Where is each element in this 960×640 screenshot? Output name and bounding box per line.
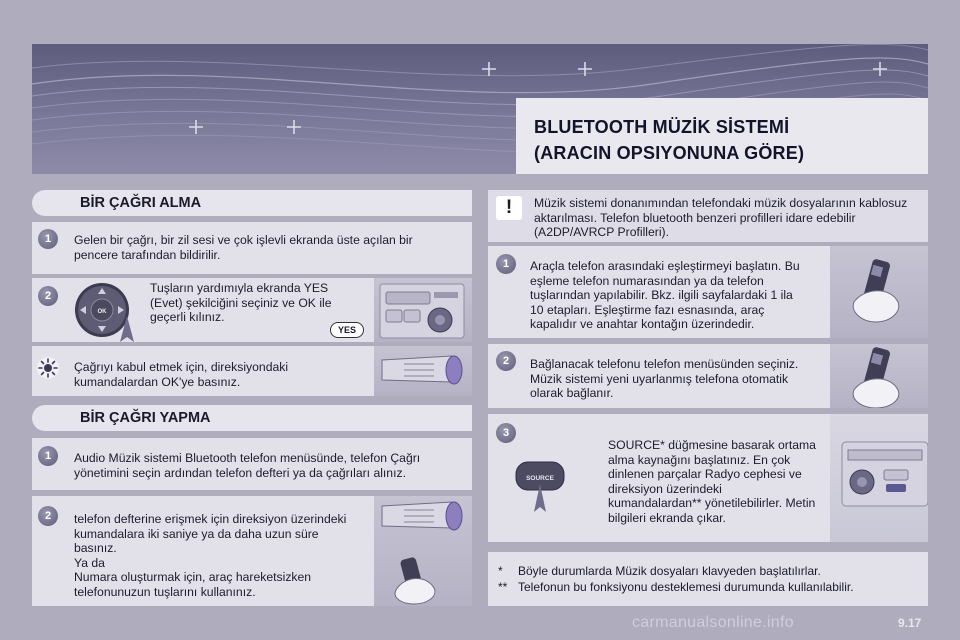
receive-step-2-text: Tuşların yardımıyla ekranda YES (Evet) şekilciğini seçiniz ve OK ile geçerli kılınız.	[150, 281, 332, 324]
footnote-text: Telefonun bu fonksiyonu desteklemesi durumunda kullanılabilir.	[518, 580, 854, 594]
footnote	[498, 564, 918, 579]
yes-button-illustration: YES	[330, 322, 364, 338]
step-badge: 1	[496, 254, 516, 274]
section-heading-receive-label: BİR ÇAĞRI ALMA	[80, 195, 202, 211]
section-heading-make-call	[32, 405, 472, 431]
footnote-mark: **	[498, 580, 508, 594]
footnote-mark: *	[498, 564, 503, 578]
make-step-2-line: telefon defterine erişmek için direksiyon üzerindeki	[74, 512, 347, 526]
step-badge: 2	[496, 351, 516, 371]
pointer-arrow-icon	[118, 316, 136, 342]
footnote	[498, 580, 918, 595]
step-badge: 1	[38, 229, 58, 249]
phone-in-hand-illustration	[830, 246, 928, 338]
make-step-1-text: Audio Müzik sistemi Bluetooth telefon menüsünde, telefon Çağrı yönetimini seçin ardından telefon defteri ya da çağrıları alınız.	[74, 451, 421, 480]
title-line-2: (ARACIN OPSIYONUNA GÖRE)	[534, 143, 805, 163]
title-line-1: BLUETOOTH MÜZİK SİSTEMİ	[534, 117, 790, 137]
svg-text:SOURCE: SOURCE	[526, 475, 554, 482]
source-button-icon	[510, 458, 570, 514]
phone-in-hand-illustration	[830, 344, 928, 408]
make-step-2-text	[74, 512, 374, 599]
step-badge: 3	[496, 423, 516, 443]
make-step-2-line: Numara oluşturmak için, araç hareketsizken	[74, 570, 312, 584]
svg-text:OK: OK	[97, 309, 107, 315]
page-title	[516, 98, 928, 174]
pairing-step-1-text: Araçla telefon arasındaki eşleştirmeyi başlatın. Bu eşleme telefon numarasından ya da telefon tuşlarından yapılabilir. Bkz. ilgili sayfalardaki 1 ila 10 etapları. Eşleştirme fazı esnasında, araç kapalıdır ve anahtar kontağın üzerindedir.	[530, 259, 800, 331]
radio-front-illustration	[830, 414, 928, 542]
make-step-2-line: basınız.	[74, 541, 117, 555]
page-number: 9.17	[898, 616, 922, 630]
watermark: carmanualsonline.info	[632, 614, 794, 631]
footnote-text: Böyle durumlarda Müzik dosyaları klavyeden başlatılırlar.	[518, 564, 821, 578]
radio-panel-illustration	[374, 278, 472, 342]
section-heading-make-label: BİR ÇAĞRI YAPMA	[80, 410, 211, 426]
footnotes-panel	[488, 552, 928, 606]
make-step-2-line: kumandalara iki saniye ya da daha uzun süre	[74, 526, 319, 541]
step-badge: 2	[38, 286, 58, 306]
sun-tip-icon	[36, 356, 60, 380]
warning-text: Müzik sistemi donanımından telefondaki müzik dosyalarının kablosuz aktarılması. Telefon bluetooth benzeri profilleri idare edebilir (A2DP/AVRCP Profilleri).	[534, 196, 908, 239]
make-step-2-line: Ya da	[74, 555, 105, 570]
warning-icon: !	[496, 196, 522, 220]
steering-stalk-illustration	[374, 346, 472, 396]
pairing-step-3-text: SOURCE* düğmesine basarak ortama alma kaynağını başlatınız. En çok dinlenen parçalar Radyo cephesi ve direksiyon üzerindeki kumandalardan** yönetilebilirler. Metin bilgileri ekranda çıkar.	[608, 438, 816, 525]
step-badge: 2	[38, 506, 58, 526]
step-badge: 1	[38, 446, 58, 466]
make-step-2-line: telefonunuzun tuşlarını kullanınız.	[74, 584, 256, 599]
pairing-step-2-text: Bağlanacak telefonu telefon menüsünden seçiniz. Müzik sistemi yeni uyarlanmış telefona otomatik olarak bağlanır.	[530, 357, 799, 400]
stalk-and-phone-illustration	[374, 496, 472, 606]
receive-step-1-text: Gelen bir çağrı, bir zil sesi ve çok işlevli ekranda üste açılan bir pencere tarafından bildirilir.	[74, 233, 413, 262]
section-heading-receive-call	[32, 190, 472, 216]
receive-tip-text: Çağrıyı kabul etmek için, direksiyondaki kumandalardan OK'ye basınız.	[74, 360, 289, 389]
